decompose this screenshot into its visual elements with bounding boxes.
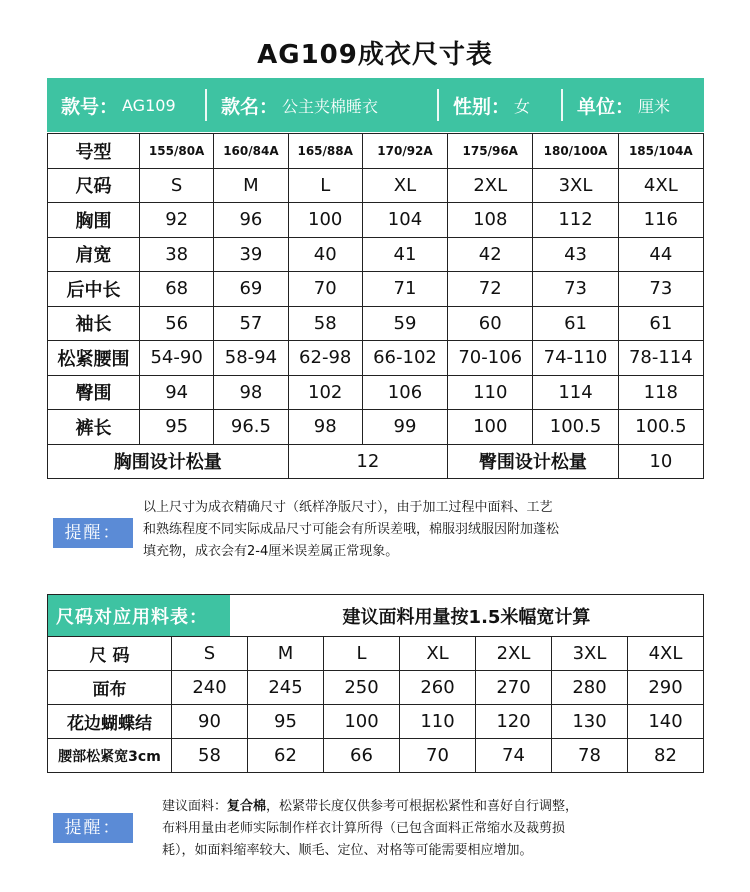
- reminder-line: 耗），如面料缩率较大、顺毛、定位、对格等可能需要相应增加。: [162, 843, 533, 858]
- table-cell: 250: [324, 671, 400, 705]
- table-cell: 92: [140, 203, 214, 238]
- table-cell: 112: [533, 203, 618, 238]
- row-header: 花边蝴蝶结: [48, 705, 172, 739]
- table-cell: 41: [362, 237, 447, 272]
- table-cell: 90: [172, 705, 248, 739]
- table-row: [48, 739, 704, 773]
- table-cell: 59: [362, 306, 447, 341]
- row-header: 松紧腰围: [48, 341, 140, 376]
- table-row: [48, 341, 704, 376]
- size-table: [47, 133, 704, 479]
- divider: [561, 89, 563, 121]
- table-cell: 114: [533, 375, 618, 410]
- table-cell: 108: [448, 203, 533, 238]
- table-cell: 44: [618, 237, 703, 272]
- style-name-value: 公主夹棉睡衣: [282, 96, 379, 116]
- table-cell: 39: [214, 237, 288, 272]
- row-header: 肩宽: [48, 237, 140, 272]
- table-cell: S: [140, 168, 214, 203]
- table-cell: 99: [362, 410, 447, 445]
- page-title: AG109成衣尺寸表: [257, 40, 493, 70]
- table-cell: 180/100A: [533, 134, 618, 169]
- row-header: 袖长: [48, 306, 140, 341]
- fabric-reminder-text: [162, 796, 707, 862]
- style-no-field: [47, 78, 205, 132]
- table-cell: 82: [628, 739, 704, 773]
- style-no-value: AG109: [122, 95, 176, 115]
- table-cell: XL: [362, 168, 447, 203]
- table-cell: 160/84A: [214, 134, 288, 169]
- table-cell: 38: [140, 237, 214, 272]
- table-cell: 100.5: [533, 410, 618, 445]
- table-cell: 95: [140, 410, 214, 445]
- fabric-table-header: [47, 594, 704, 636]
- table-cell: 118: [618, 375, 703, 410]
- table-cell: M: [248, 637, 324, 671]
- table-cell: 170/92A: [362, 134, 447, 169]
- hip-ease-value: 10: [618, 444, 703, 479]
- fabric-usage-table: [47, 594, 704, 773]
- table-cell: 57: [214, 306, 288, 341]
- reminder-text-span: ，松紧带长度仅供参考可根据松紧性和喜好自行调整，: [266, 799, 579, 814]
- reminder-badge: 提醒：: [53, 518, 133, 548]
- table-cell: 78-114: [618, 341, 703, 376]
- chest-ease-value: 12: [288, 444, 448, 479]
- table-cell: 58: [172, 739, 248, 773]
- row-header: 面布: [48, 671, 172, 705]
- table-cell: 100: [324, 705, 400, 739]
- table-row: [48, 671, 704, 705]
- reminder-line: 和熟练程度不同实际成品尺寸可能会有所误差哦，棉服羽绒服因附加蓬松: [143, 522, 560, 537]
- row-header: 腰部松紧宽3cm: [48, 739, 172, 773]
- table-cell: 245: [248, 671, 324, 705]
- style-name-field: [207, 78, 437, 132]
- row-header: 臀围: [48, 375, 140, 410]
- table-cell: 95: [248, 705, 324, 739]
- table-cell: S: [172, 637, 248, 671]
- reminder-badge: 提醒：: [53, 813, 133, 843]
- table-cell: 96: [214, 203, 288, 238]
- table-cell: 73: [533, 272, 618, 307]
- fabric-table-caption: 建议面料用量按1.5米幅宽计算: [342, 606, 591, 628]
- table-cell: 66-102: [362, 341, 447, 376]
- table-cell: 100.5: [618, 410, 703, 445]
- table-cell: 4XL: [618, 168, 703, 203]
- table-cell: 43: [533, 237, 618, 272]
- table-cell: 70: [400, 739, 476, 773]
- row-header: 尺码: [48, 168, 140, 203]
- fabric-label: 建议面料：: [162, 799, 228, 814]
- table-cell: 185/104A: [618, 134, 703, 169]
- reminder-note: [47, 497, 704, 567]
- table-cell: 240: [172, 671, 248, 705]
- table-cell: 69: [214, 272, 288, 307]
- style-no-key: 款号：: [61, 95, 119, 118]
- table-cell: 100: [448, 410, 533, 445]
- table-row: [48, 237, 704, 272]
- table-cell: 42: [448, 237, 533, 272]
- table-cell: 2XL: [476, 637, 552, 671]
- reminder-line: 填充物，成衣会有2-4厘米误差属正常现象。: [143, 544, 399, 559]
- table-cell: 140: [628, 705, 704, 739]
- hip-ease-label: 臀围设计松量: [448, 444, 619, 479]
- table-cell: 74-110: [533, 341, 618, 376]
- table-cell: 3XL: [552, 637, 628, 671]
- table-cell: 96.5: [214, 410, 288, 445]
- unit-key: 单位：: [577, 95, 635, 118]
- table-cell: 62: [248, 739, 324, 773]
- table-cell: 260: [400, 671, 476, 705]
- table-cell: XL: [400, 637, 476, 671]
- table-row: [48, 203, 704, 238]
- table-cell: 40: [288, 237, 362, 272]
- fabric-name: 复合棉: [227, 799, 267, 814]
- table-row: [48, 375, 704, 410]
- table-cell: 61: [533, 306, 618, 341]
- table-cell: 62-98: [288, 341, 362, 376]
- fabric-reminder-note: [47, 796, 704, 866]
- row-header: 裤长: [48, 410, 140, 445]
- divider: [205, 89, 207, 121]
- row-header: 号型: [48, 134, 140, 169]
- table-cell: 98: [214, 375, 288, 410]
- table-cell: 120: [476, 705, 552, 739]
- table-row: [48, 705, 704, 739]
- table-cell: 94: [140, 375, 214, 410]
- table-cell: 4XL: [628, 637, 704, 671]
- table-cell: M: [214, 168, 288, 203]
- table-cell: 155/80A: [140, 134, 214, 169]
- table-cell: 130: [552, 705, 628, 739]
- gender-field: [439, 78, 561, 132]
- ease-row: [48, 444, 704, 479]
- row-header: 后中长: [48, 272, 140, 307]
- table-cell: 78: [552, 739, 628, 773]
- table-cell: 175/96A: [448, 134, 533, 169]
- unit-field: [563, 78, 703, 132]
- table-cell: 70: [288, 272, 362, 307]
- table-cell: 98: [288, 410, 362, 445]
- table-cell: 106: [362, 375, 447, 410]
- table-cell: 71: [362, 272, 447, 307]
- gender-key: 性别：: [453, 95, 511, 118]
- row-header: 尺 码: [48, 637, 172, 671]
- table-cell: 70-106: [448, 341, 533, 376]
- table-row: [48, 410, 704, 445]
- row-header: 胸围: [48, 203, 140, 238]
- reminder-line: [162, 796, 707, 818]
- table-cell: 2XL: [448, 168, 533, 203]
- table-cell: 110: [448, 375, 533, 410]
- product-info-bar: [47, 78, 704, 132]
- table-cell: 56: [140, 306, 214, 341]
- table-cell: 165/88A: [288, 134, 362, 169]
- table-cell: 58: [288, 306, 362, 341]
- table-cell: 290: [628, 671, 704, 705]
- table-cell: 66: [324, 739, 400, 773]
- reminder-line: 布料用量由老师实际制作样衣计算所得（已包含面料正常缩水及裁剪损: [162, 821, 566, 836]
- table-cell: 74: [476, 739, 552, 773]
- table-cell: L: [324, 637, 400, 671]
- table-row: [48, 272, 704, 307]
- reminder-text: [143, 497, 703, 563]
- gender-value: 女: [514, 96, 531, 116]
- table-cell: 54-90: [140, 341, 214, 376]
- table-cell: 68: [140, 272, 214, 307]
- table-cell: 72: [448, 272, 533, 307]
- fabric-table-tag: 尺码对应用料表：: [48, 595, 230, 636]
- table-cell: 60: [448, 306, 533, 341]
- divider: [437, 89, 439, 121]
- unit-value: 厘米: [638, 96, 671, 116]
- table-cell: 104: [362, 203, 447, 238]
- table-cell: 58-94: [214, 341, 288, 376]
- table-cell: 280: [552, 671, 628, 705]
- chest-ease-label: 胸围设计松量: [48, 444, 289, 479]
- reminder-line: 以上尺寸为成衣精确尺寸（纸样净版尺寸），由于加工过程中面料、工艺: [143, 500, 553, 515]
- table-cell: 3XL: [533, 168, 618, 203]
- table-row: [48, 168, 704, 203]
- style-name-key: 款名：: [221, 95, 279, 118]
- table-row: [48, 306, 704, 341]
- table-cell: 110: [400, 705, 476, 739]
- table-cell: 116: [618, 203, 703, 238]
- table-row: [48, 134, 704, 169]
- table-cell: 270: [476, 671, 552, 705]
- table-cell: L: [288, 168, 362, 203]
- table-row: [48, 637, 704, 671]
- table-cell: 102: [288, 375, 362, 410]
- table-cell: 73: [618, 272, 703, 307]
- table-cell: 61: [618, 306, 703, 341]
- table-cell: 100: [288, 203, 362, 238]
